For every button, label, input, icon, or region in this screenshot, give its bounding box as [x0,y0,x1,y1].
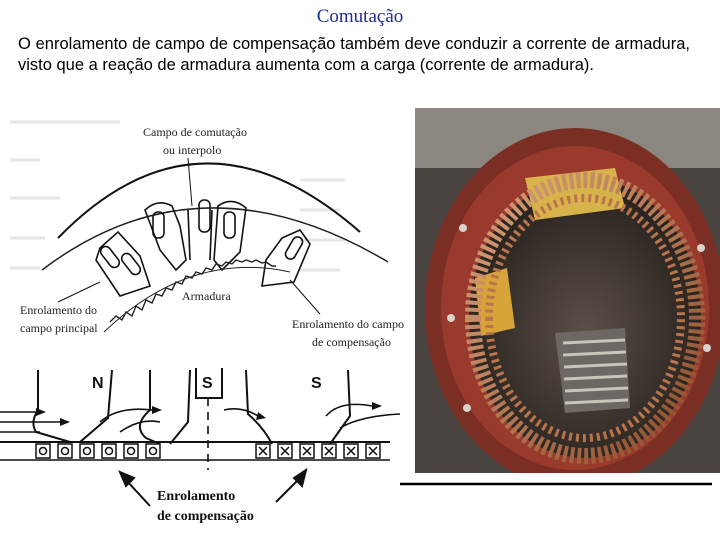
compensating-winding-diagram [0,110,415,540]
compensation-label-line2: de compensação [312,335,391,349]
interpole-label-line1: Campo de comutação [143,125,247,139]
interpole-label-line2: ou interpolo [163,143,222,157]
compensating-conductors-left [36,444,160,458]
compensation-winding-label-line1: Enrolamento [157,489,236,504]
main-field-label-line2: campo principal [20,321,98,335]
compensation-pointer [290,280,320,314]
pole-letter-s-1: S [202,375,213,392]
flux-arrows [36,402,382,426]
main-pole-left [96,232,150,296]
pole-letter-s-2: S [311,375,322,392]
interpole [145,200,246,270]
main-pole-right [262,230,310,286]
armature-label: Armadura [182,289,231,303]
main-field-label-line1: Enrolamento do [20,303,97,317]
pole-letter-n: N [92,375,104,392]
compensation-winding-label-line2: de compensação [157,509,254,524]
main-pole-pointer [58,282,100,302]
machine-photo [415,108,720,473]
developed-poles [33,368,350,444]
compensation-label-line1: Enrolamento do campo [292,317,404,331]
photo-underline [400,478,715,490]
slide-paragraph: O enrolamento de campo de compensação também deve conduzir a corrente de armadura, visto que a reação de armadura aumenta com a carga (corrente de armadura). [18,35,690,74]
compensating-conductors-right [256,444,380,458]
slide-title: Comutação [316,6,404,27]
